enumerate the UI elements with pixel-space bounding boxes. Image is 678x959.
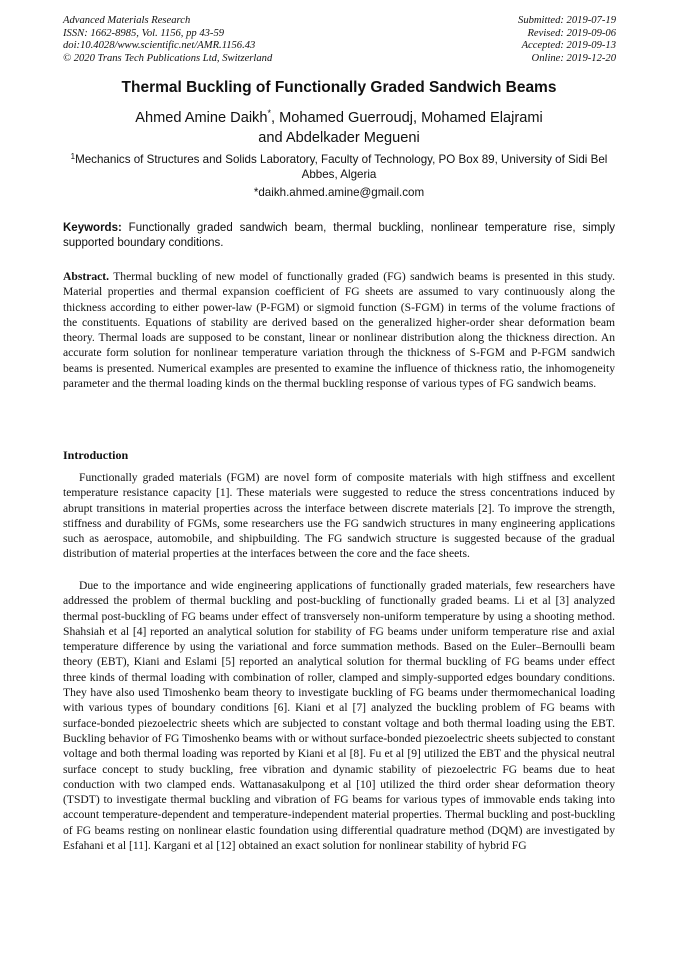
author-line-1 [0, 104, 678, 129]
first-author: Ahmed Amine Daikh [135, 110, 268, 126]
section-heading-introduction: Introduction [63, 448, 129, 462]
journal-info [63, 15, 272, 65]
intro-paragraph-2: Due to the importance and wide engineering applications of functionally graded materials, few researchers have addressed the problem of thermal buckling and post-buckling of functionally graded beams. Li et al [3] analyzed thermal post-buckling of FG beams under effect of transversely non-uniform temperature by using a shooting method. Shahsiah et al [4] reported an analytical solution for stability of FG beams under uniform temperature rise and axial temperature difference by using the variational and force summation methods. Based on the Euler–Bernoulli beam theory (EBT), Kiani and Eslami [5] reported an analytical solution for thermal buckling of FG beams under effect three kinds of thermal loading with combination of roller, clamped and simply-supported edges boundary conditions. They have also used Timoshenko beam theory to investigate buckling of FG beams under thermomechanical loading with various types of boundary conditions [6]. Kiani et al [7] analyzed the buckling problem of FG beams with surface-bonded piezoelectric sheets which are subjected to constant voltage and both thermal loading using the EBT. Buckling behavior of FG Timoshenko beams with or without surface-bonded piezoelectric sheets subjected to constant voltage and both thermal loading was reported by Kiani et al [8]. Fu et al [9] utilized the EBT and the physical neutral surface concept to study buckling, free vibration and dynamic stability of piezoelectric FG beams due to heat conduction with two clamped ends. Wattanasakulpong et al [10] utilized the third order shear deformation theory (TSDT) to investigate thermal buckling and vibration of FG beams for various types of immovable ends taking into account temperature-dependent and temperature-independent material properties. Thermal buckling and post-buckling of FG beams resting on nonlinear elastic foundation using differential quadrature method (DQM) are investigated by Esfahani et al [11]. Kargani et al [12] obtained an exact solution for nonlinear stability of hybrid FG [63, 579, 615, 853]
abstract [63, 269, 615, 391]
author-list [0, 104, 678, 148]
journal-doi: doi:10.4028/www.scientific.net/AMR.1156.43 [63, 40, 256, 52]
affiliation-text: Mechanics of Structures and Solids Laboratory, Faculty of Technology, PO Box 89, University of Sidi Bel Abbes, Algeria [75, 153, 608, 181]
affiliation [62, 149, 616, 182]
abstract-text: Thermal buckling of new model of functionally graded (FG) sandwich beams is presented in this study. Material properties and thermal expansion coefficient of FG sheets are assumed to vary continuously along the thickness according to either power-law (P-FGM) or sigmoid function (S-FGM) in terms of the volume fractions of the constituents. Equations of stability are derived based on the generalized higher-order shear deformation beam theory. Thermal loads are supposed to be constant, linear or nonlinear distribution along the thickness direction. An accurate form solution for nonlinear temperature variation through the thickness of S-FGM and P-FGM sandwich beams is presented. Numerical examples are presented to examine the influence of thickness ratio, the inhomogeneity parameter and the thermal loading kinds on the thermal buckling response of various types of FG sandwich beams. [63, 270, 615, 391]
submitted-date: Submitted: 2019-07-19 [518, 15, 616, 26]
paper-title: Thermal Buckling of Functionally Graded Sandwich Beams [121, 79, 557, 96]
keywords-text: Functionally graded sandwich beam, thermal buckling, nonlinear temperature rise, simply supported boundary conditions. [63, 222, 615, 249]
author-line-2: and Abdelkader Megueni [258, 129, 420, 146]
keywords [63, 221, 615, 251]
abstract-label: Abstract. [63, 270, 110, 283]
journal-issn: ISSN: 1662-8985, Vol. 1156, pp 43-59 [63, 27, 225, 39]
journal-name: Advanced Materials Research [63, 15, 191, 26]
revised-date: Revised: 2019-09-06 [527, 27, 616, 39]
co-authors: , Mohamed Guerroudj, Mohamed Elajrami [271, 110, 543, 126]
corresponding-mark: * [267, 108, 271, 118]
journal-copyright: © 2020 Trans Tech Publications Ltd, Switzerland [63, 52, 273, 64]
online-date: Online: 2019-12-20 [531, 52, 616, 64]
publication-dates [518, 15, 616, 65]
intro-paragraph-1: Functionally graded materials (FGM) are novel form of composite materials with high stiffness and excellent temperature resistance capacity [1]. These materials were suggested to reduce the stress concentrations induced by abrupt transitions in material properties across the interface between discrete materials [2]. To improve the strength, stiffness and durability of FGMs, some researchers use the FG sandwich structures in many engineering applications such as aerospace, automobile, and shipbuilding. The FG sandwich structure is suggested because of the gradual distribution of material properties at the interfaces between the core and the face sheets. [63, 471, 615, 561]
accepted-date: Accepted: 2019-09-13 [521, 40, 616, 52]
corresponding-email: *daikh.ahmed.amine@gmail.com [253, 186, 425, 199]
keywords-label: Keywords: [63, 222, 122, 234]
affiliation-mark: 1 [70, 152, 76, 161]
